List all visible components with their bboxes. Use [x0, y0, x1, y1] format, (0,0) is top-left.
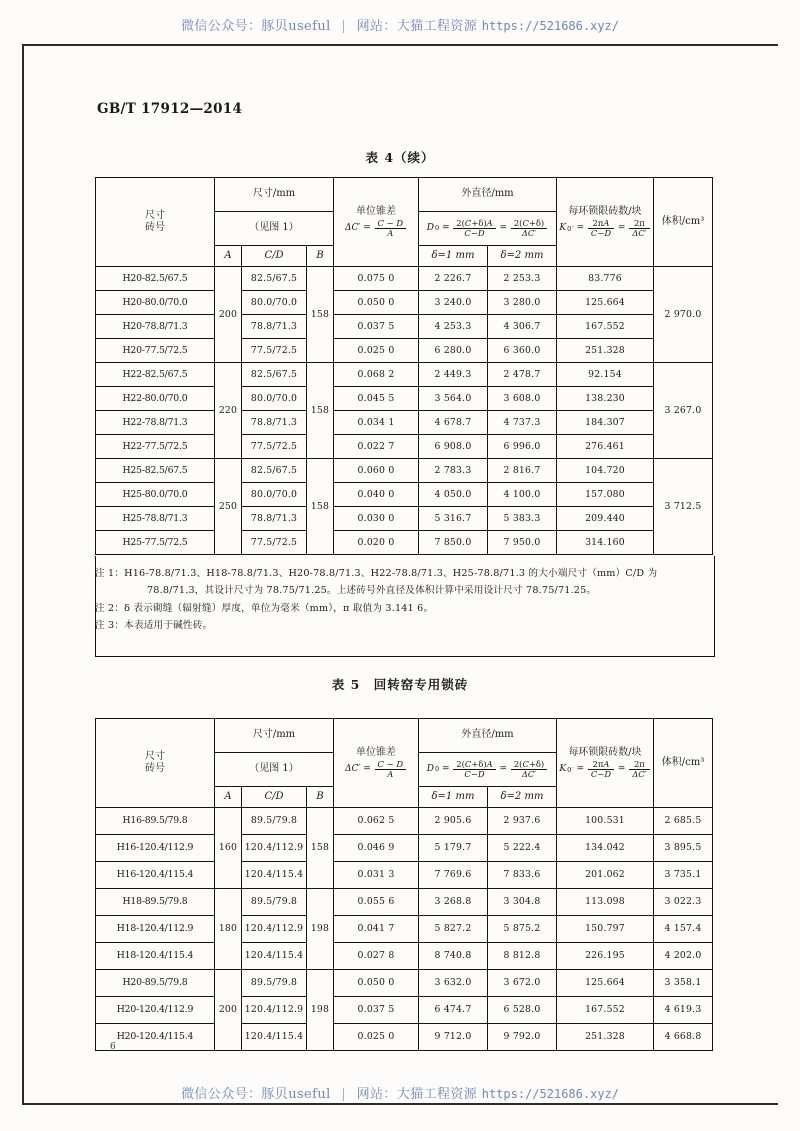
header-col-b: B	[307, 787, 334, 808]
cell-outer-dia-delta2: 2 253.3	[487, 267, 556, 291]
table-5	[95, 718, 713, 1051]
cell-cd: 77.5/72.5	[242, 531, 307, 555]
cell-bricks-per-ring: 167.552	[557, 315, 654, 339]
header-bricks-per-ring: 每环锁限砖数/块 K 0 ′ = $\frac{2\pi A}{C-D}$ = $\frac{2\pi}{\Delta C'}$	[557, 719, 654, 808]
page-border-left	[22, 44, 24, 1105]
cell-volume: 3 267.0	[654, 363, 713, 459]
cell-bricks-per-ring: 251.328	[557, 339, 654, 363]
standard-code: GB/T 17912—2014	[97, 101, 243, 117]
table-header-row-1	[96, 178, 713, 212]
table-row	[96, 339, 713, 363]
cell-cd: 89.5/79.8	[242, 970, 307, 997]
watermark-prefix: 微信公众号：豚贝useful	[181, 1087, 331, 1102]
cell-outer-dia-delta1: 6 908.0	[419, 435, 488, 459]
table-row	[96, 267, 713, 291]
cell-outer-dia-delta2: 3 608.0	[487, 387, 556, 411]
cell-outer-dia-delta2: 5 222.4	[487, 835, 556, 862]
table-row	[96, 808, 713, 835]
cell-outer-dia-delta1: 3 564.0	[419, 387, 488, 411]
cell-brick-no: H20-120.4/115.4	[96, 1024, 215, 1051]
table-row	[96, 997, 713, 1024]
cell-outer-dia-delta2: 9 792.0	[487, 1024, 556, 1051]
header-col-cd: C/D	[242, 787, 307, 808]
cell-volume: 3 735.1	[654, 862, 713, 889]
cell-outer-dia-delta2: 6 528.0	[487, 997, 556, 1024]
cell-brick-no: H25-78.8/71.3	[96, 507, 215, 531]
watermark-bottom	[0, 1083, 800, 1102]
header-outer-diameter: 外直径/mm	[419, 178, 557, 212]
cell-outer-dia-delta2: 5 383.3	[487, 507, 556, 531]
watermark-url: https://521686.xyz/	[481, 1087, 619, 1101]
table-row	[96, 291, 713, 315]
cell-bricks-per-ring: 276.461	[557, 435, 654, 459]
cell-outer-dia-delta1: 5 179.7	[419, 835, 488, 862]
note-2: 注 2：δ 表示砌缝（辐射缝）厚度，单位为毫米（mm），π 取值为 3.141 6。	[95, 602, 434, 614]
cell-a: 200	[215, 970, 242, 1051]
table-row	[96, 943, 713, 970]
table-header-row-1	[96, 719, 713, 753]
cell-outer-dia-delta2: 6 996.0	[487, 435, 556, 459]
cell-outer-dia-delta1: 3 632.0	[419, 970, 488, 997]
cell-outer-dia-delta1: 4 253.3	[419, 315, 488, 339]
cell-cd: 120.4/112.9	[242, 997, 307, 1024]
cell-b: 198	[307, 970, 334, 1051]
cell-cd: 77.5/72.5	[242, 339, 307, 363]
table-row	[96, 862, 713, 889]
header-outer-diameter-formula: D 0 = $\frac{2(C+\delta)A}{C-D}$ = $\frac{2(C+\delta)}{\Delta C'}$	[419, 212, 557, 246]
cell-cd: 89.5/79.8	[242, 808, 307, 835]
cell-volume: 4 619.3	[654, 997, 713, 1024]
cell-unit-taper: 0.062 5	[334, 808, 419, 835]
cell-brick-no: H20-78.8/71.3	[96, 315, 215, 339]
watermark-prefix: 微信公众号：豚贝useful	[181, 19, 331, 34]
cell-unit-taper: 0.040 0	[334, 483, 419, 507]
cell-outer-dia-delta1: 5 316.7	[419, 507, 488, 531]
table-row	[96, 459, 713, 483]
cell-volume: 4 668.8	[654, 1024, 713, 1051]
cell-unit-taper: 0.034 1	[334, 411, 419, 435]
cell-bricks-per-ring: 209.440	[557, 507, 654, 531]
header-col-a: A	[215, 787, 242, 808]
cell-outer-dia-delta1: 2 905.6	[419, 808, 488, 835]
cell-outer-dia-delta1: 6 280.0	[419, 339, 488, 363]
header-dimension: 尺寸/mm	[215, 178, 334, 212]
cell-unit-taper: 0.027 8	[334, 943, 419, 970]
note-1: 注 1：H16-78.8/71.3、H18-78.8/71.3、H20-78.8/71.3、H22-78.8/71.3、H25-78.8/71.3 的大小端尺寸（mm）C/D 为 78.8/71.3，其设计尺寸为 78.75/71.25。上述砖号外直径及体积计算中采用设计尺寸 78.75/71.25。	[95, 566, 713, 600]
header-dimension-sub: （见图 1）	[215, 753, 334, 787]
cell-outer-dia-delta2: 2 816.7	[487, 459, 556, 483]
cell-cd: 78.8/71.3	[242, 411, 307, 435]
page-border-bottom	[22, 1103, 778, 1105]
note-1-continued: 78.8/71.3，其设计尺寸为 78.75/71.25。上述砖号外直径及体积计算中采用设计尺寸 78.75/71.25。	[147, 584, 597, 596]
cell-outer-dia-delta2: 7 950.0	[487, 531, 556, 555]
cell-bricks-per-ring: 134.042	[557, 835, 654, 862]
cell-unit-taper: 0.037 5	[334, 997, 419, 1024]
table4-title: 表 4（续）	[365, 150, 435, 165]
cell-cd: 82.5/67.5	[242, 459, 307, 483]
cell-outer-dia-delta1: 2 226.7	[419, 267, 488, 291]
cell-brick-no: H22-82.5/67.5	[96, 363, 215, 387]
cell-brick-no: H20-120.4/112.9	[96, 997, 215, 1024]
cell-unit-taper: 0.025 0	[334, 1024, 419, 1051]
table-row	[96, 315, 713, 339]
cell-b: 158	[307, 459, 334, 555]
watermark-separator: |	[341, 19, 347, 34]
cell-unit-taper: 0.037 5	[334, 315, 419, 339]
header-dimension: 尺寸/mm	[215, 719, 334, 753]
table-row	[96, 435, 713, 459]
header-outer-diameter-formula: D 0 = $\frac{2(C+\delta)A}{C-D}$ = $\frac{2(C+\delta)}{\Delta C'}$	[419, 753, 557, 787]
watermark-site: 网站：大猫工程资源	[356, 19, 478, 34]
cell-bricks-per-ring: 125.664	[557, 970, 654, 997]
table-row	[96, 363, 713, 387]
header-delta-1: δ=1 mm	[419, 787, 488, 808]
cell-brick-no: H22-80.0/70.0	[96, 387, 215, 411]
cell-volume: 2 970.0	[654, 267, 713, 363]
watermark-top	[0, 15, 800, 34]
page-border-top	[22, 44, 778, 46]
cell-outer-dia-delta1: 4 050.0	[419, 483, 488, 507]
cell-outer-dia-delta2: 3 280.0	[487, 291, 556, 315]
cell-bricks-per-ring: 138.230	[557, 387, 654, 411]
table4-notes	[95, 566, 713, 636]
cell-b: 198	[307, 889, 334, 970]
table-row	[96, 531, 713, 555]
cell-unit-taper: 0.050 0	[334, 291, 419, 315]
cell-cd: 120.4/115.4	[242, 1024, 307, 1051]
cell-outer-dia-delta1: 8 740.8	[419, 943, 488, 970]
cell-unit-taper: 0.020 0	[334, 531, 419, 555]
cell-unit-taper: 0.030 0	[334, 507, 419, 531]
cell-cd: 78.8/71.3	[242, 315, 307, 339]
cell-outer-dia-delta1: 7 769.6	[419, 862, 488, 889]
cell-volume: 3 895.5	[654, 835, 713, 862]
cell-cd: 82.5/67.5	[242, 267, 307, 291]
cell-volume: 2 685.5	[654, 808, 713, 835]
watermark-separator: |	[341, 1087, 347, 1102]
cell-brick-no: H18-120.4/112.9	[96, 916, 215, 943]
cell-outer-dia-delta2: 6 360.0	[487, 339, 556, 363]
cell-brick-no: H20-80.0/70.0	[96, 291, 215, 315]
cell-outer-dia-delta1: 6 474.7	[419, 997, 488, 1024]
cell-bricks-per-ring: 92.154	[557, 363, 654, 387]
cell-outer-dia-delta1: 5 827.2	[419, 916, 488, 943]
cell-volume: 3 358.1	[654, 970, 713, 997]
cell-unit-taper: 0.060 0	[334, 459, 419, 483]
cell-a: 160	[215, 808, 242, 889]
cell-outer-dia-delta1: 3 268.8	[419, 889, 488, 916]
cell-outer-dia-delta1: 9 712.0	[419, 1024, 488, 1051]
cell-b: 158	[307, 267, 334, 363]
cell-bricks-per-ring: 100.531	[557, 808, 654, 835]
header-col-b: B	[307, 246, 334, 267]
cell-unit-taper: 0.022 7	[334, 435, 419, 459]
cell-volume: 3 712.5	[654, 459, 713, 555]
cell-outer-dia-delta2: 5 875.2	[487, 916, 556, 943]
cell-volume: 4 157.4	[654, 916, 713, 943]
cell-brick-no: H25-80.0/70.0	[96, 483, 215, 507]
cell-cd: 80.0/70.0	[242, 483, 307, 507]
cell-outer-dia-delta1: 2 449.3	[419, 363, 488, 387]
watermark-site: 网站：大猫工程资源	[356, 1087, 478, 1102]
watermark-url: https://521686.xyz/	[481, 19, 619, 33]
header-unit-taper: 单位锥差 ΔC′ = $\frac{C - D}{A}$	[334, 178, 419, 267]
cell-unit-taper: 0.050 0	[334, 970, 419, 997]
cell-unit-taper: 0.046 9	[334, 835, 419, 862]
cell-bricks-per-ring: 314.160	[557, 531, 654, 555]
cell-unit-taper: 0.055 6	[334, 889, 419, 916]
cell-a: 200	[215, 267, 242, 363]
cell-bricks-per-ring: 226.195	[557, 943, 654, 970]
cell-unit-taper: 0.075 0	[334, 267, 419, 291]
page-number: 6	[110, 1042, 116, 1052]
cell-outer-dia-delta1: 4 678.7	[419, 411, 488, 435]
header-dimension-sub: （见图 1）	[215, 212, 334, 246]
cell-bricks-per-ring: 113.098	[557, 889, 654, 916]
table-row	[96, 411, 713, 435]
cell-a: 220	[215, 363, 242, 459]
cell-outer-dia-delta1: 3 240.0	[419, 291, 488, 315]
cell-b: 158	[307, 808, 334, 889]
cell-outer-dia-delta2: 8 812.8	[487, 943, 556, 970]
cell-cd: 78.8/71.3	[242, 507, 307, 531]
cell-volume: 3 022.3	[654, 889, 713, 916]
note-3: 注 3：本表适用于碱性砖。	[95, 620, 213, 632]
cell-bricks-per-ring: 201.062	[557, 862, 654, 889]
cell-bricks-per-ring: 184.307	[557, 411, 654, 435]
table-row	[96, 483, 713, 507]
cell-brick-no: H16-89.5/79.8	[96, 808, 215, 835]
cell-unit-taper: 0.025 0	[334, 339, 419, 363]
header-volume: 体积/cm³	[654, 719, 713, 808]
table-row	[96, 970, 713, 997]
cell-cd: 120.4/115.4	[242, 862, 307, 889]
cell-cd: 82.5/67.5	[242, 363, 307, 387]
cell-cd: 120.4/112.9	[242, 916, 307, 943]
cell-outer-dia-delta1: 7 850.0	[419, 531, 488, 555]
cell-bricks-per-ring: 83.776	[557, 267, 654, 291]
table5-title: 表 5 回转窑专用锁砖	[331, 677, 469, 692]
cell-cd: 80.0/70.0	[242, 291, 307, 315]
cell-bricks-per-ring: 150.797	[557, 916, 654, 943]
cell-outer-dia-delta2: 4 737.3	[487, 411, 556, 435]
cell-b: 158	[307, 363, 334, 459]
header-col-a: A	[215, 246, 242, 267]
header-delta-1: δ=1 mm	[419, 246, 488, 267]
cell-volume: 4 202.0	[654, 943, 713, 970]
cell-outer-dia-delta2: 4 306.7	[487, 315, 556, 339]
header-size-brick-no: 尺寸 砖号	[96, 719, 215, 808]
cell-a: 180	[215, 889, 242, 970]
header-unit-taper: 单位锥差 ΔC′ = $\frac{C - D}{A}$	[334, 719, 419, 808]
table-row	[96, 889, 713, 916]
cell-brick-no: H22-77.5/72.5	[96, 435, 215, 459]
header-bricks-per-ring: 每环锁限砖数/块 K 0 ′ = $\frac{2\pi A}{C-D}$ = $\frac{2\pi}{\Delta C'}$	[557, 178, 654, 267]
cell-brick-no: H20-89.5/79.8	[96, 970, 215, 997]
cell-outer-dia-delta2: 2 937.6	[487, 808, 556, 835]
cell-brick-no: H20-77.5/72.5	[96, 339, 215, 363]
header-delta-2: δ=2 mm	[487, 246, 556, 267]
cell-bricks-per-ring: 157.080	[557, 483, 654, 507]
cell-unit-taper: 0.031 3	[334, 862, 419, 889]
cell-cd: 77.5/72.5	[242, 435, 307, 459]
cell-brick-no: H20-82.5/67.5	[96, 267, 215, 291]
cell-bricks-per-ring: 167.552	[557, 997, 654, 1024]
header-delta-2: δ=2 mm	[487, 787, 556, 808]
cell-unit-taper: 0.041 7	[334, 916, 419, 943]
cell-brick-no: H25-82.5/67.5	[96, 459, 215, 483]
cell-cd: 89.5/79.8	[242, 889, 307, 916]
cell-unit-taper: 0.068 2	[334, 363, 419, 387]
cell-brick-no: H25-77.5/72.5	[96, 531, 215, 555]
table-row	[96, 1024, 713, 1051]
cell-cd: 120.4/112.9	[242, 835, 307, 862]
table-row	[96, 835, 713, 862]
cell-brick-no: H16-120.4/112.9	[96, 835, 215, 862]
cell-cd: 80.0/70.0	[242, 387, 307, 411]
cell-brick-no: H16-120.4/115.4	[96, 862, 215, 889]
cell-brick-no: H22-78.8/71.3	[96, 411, 215, 435]
table-4	[95, 177, 713, 555]
cell-outer-dia-delta1: 2 783.3	[419, 459, 488, 483]
cell-bricks-per-ring: 104.720	[557, 459, 654, 483]
cell-outer-dia-delta2: 3 672.0	[487, 970, 556, 997]
cell-a: 250	[215, 459, 242, 555]
header-volume: 体积/cm³	[654, 178, 713, 267]
cell-unit-taper: 0.045 5	[334, 387, 419, 411]
cell-bricks-per-ring: 125.664	[557, 291, 654, 315]
header-size-brick-no: 尺寸 砖号	[96, 178, 215, 267]
header-outer-diameter: 外直径/mm	[419, 719, 557, 753]
cell-brick-no: H18-89.5/79.8	[96, 889, 215, 916]
cell-outer-dia-delta2: 7 833.6	[487, 862, 556, 889]
cell-cd: 120.4/115.4	[242, 943, 307, 970]
cell-brick-no: H18-120.4/115.4	[96, 943, 215, 970]
cell-outer-dia-delta2: 2 478.7	[487, 363, 556, 387]
table-row	[96, 507, 713, 531]
table-row	[96, 916, 713, 943]
table-row	[96, 387, 713, 411]
cell-outer-dia-delta2: 3 304.8	[487, 889, 556, 916]
cell-outer-dia-delta2: 4 100.0	[487, 483, 556, 507]
cell-bricks-per-ring: 251.328	[557, 1024, 654, 1051]
header-col-cd: C/D	[242, 246, 307, 267]
